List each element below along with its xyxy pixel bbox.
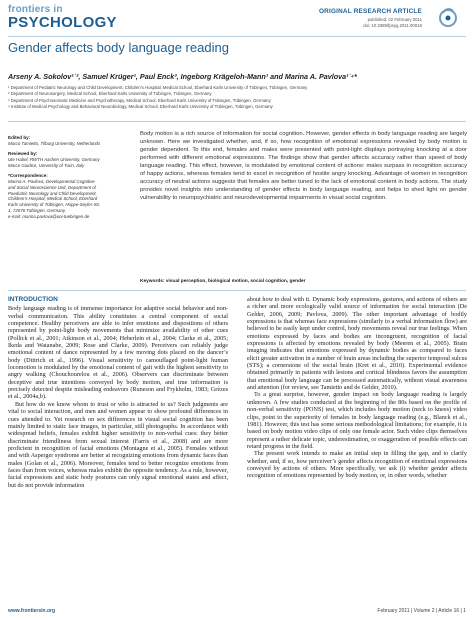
editorial-sidebar (8, 135, 102, 220)
paragraph: The present work intends to make an initial step in filling the gap, and to clarify whether, and, if so, how perceiver’s gender affects recognition of emotional expressions conveyed by actions of others. More specifically, we ask (i) whether gender affects recognition of emotions represented by body motion, or, in other words, whether (247, 450, 467, 480)
keywords (140, 279, 467, 284)
reviewed-by: Ute Habel, RWTH Aachen University, Germany Marco Giudice, University of Turin, Italy (8, 156, 100, 168)
edited-by-label: Edited by: (8, 135, 31, 140)
reviewed-by-label: Reviewed by: (8, 150, 38, 156)
keywords-list: visual perception, biological motion, social cognition, gender (165, 279, 306, 284)
section-heading-introduction: INTRODUCTION (8, 296, 58, 303)
publication-info (363, 17, 422, 28)
journal-logo (8, 5, 118, 35)
paragraph: Body language reading is of immense importance for adaptive social behavior and non-verbal communication. This ability constitutes a central component of social competence. Healthy perceivers are able to infer emotions and dispositions of others represented by point-light body movements that minimize availability of other cues (Pollick et al., 2001; Atkinson et al., 2004; Heberlein et al., 2004; Clarke et al., 2005; Ikeda and Watanabe, 2009; Rose and Clarke, 2009). Perceivers can reliably judge emotional content of dance represented by a few moving dots placed on the dancer’s body (Dittrich et al., 1996). Visual sensitivity to camouflaged point-light human locomotion is modulated by the emotional content of gait with the highest sensitivity to angry walking (Chouchourelou et al., 2006). Observers can discriminate between deceptive and true intentions conveyed by body motion, and true information is precisely detected despite misleading endeavors (Runeson and Frykholm, 1983; Grèzes et al., 2004a,b). (8, 305, 228, 401)
article-type: ORIGINAL RESEARCH ARTICLE (319, 8, 422, 15)
affiliation-3: ³ Department of Psychosomatic Medicine and Psychotherapy, Medical School, Eberhard Karls University of Tübingen, Tübingen, Germany (8, 97, 271, 103)
logo-top-text: frontiers in (8, 4, 63, 15)
abstract: Body motion is a rich source of information for social cognition. However, gender effects in body language reading are largely unknown. Here we investigated whether, and, if so, how recognition of emotional expressions revealed by body motion is gender dependent. To this end, females and males were presented with point-light displays portraying knocking at a door performed with different emotional expressions. The findings show that gender affects accuracy rather than speed of body language reading. This effect, however, is modulated by emotional content of actions: males surpass in recognition accuracy of happy actions, whereas females tend to excel in recognition of hostile angry knocking. Advantage of women in recognition accuracy of neutral actions suggests that females are better tuned to the lack of emotional content in body actions. The study provides novel insights into understanding of gender effects in body language reading, and helps to shed light on gender vulnerability to neuropsychiatric and neurodevelopmental impairments in visual social cognition. (140, 131, 467, 201)
journal-url[interactable]: www.frontiersin.org (8, 608, 56, 614)
keywords-label: Keywords: (140, 279, 165, 284)
paragraph: But how do we know whom to trust or who is attracted to us? Such judgments are vital to social interaction, and men and women appear to show profound differences in cues attended to. Yet research on sex differences in visual social cognition has been mainly limited to static face images, in particular, still photographs. In accordance with widespread beliefs, females exhibit higher sensitivity to non-verbal cues: they better discriminate friendliness from sexual interest (Farris et al., 2008) and are more proficient in recognition of facial emotions (Montagne et al., 2005). Females without and with Asperger syndrome are better at recognizing emotions from dynamic faces than males (Golan et al., 2006). Moreover, females tend to better recognize emotions from faces than from voices, whereas males exhibit the opposite tendency. As a rule, however, facial expressions and static body postures can only signal emotional states and affect, but do not provide information (8, 400, 228, 489)
paragraph: To a great surprise, however, gender impact on body language reading is largely unknown. A few studies conducted at the beginning of the 80s based on the profile of non-verbal sensitivity (PONS) test, which includes body motion (neck to knees) video clips, point to the superiority of females in body language reading (e.g., Blanck et al., 1981). However, this test has some serious methodological limitations; for example, it is based on body motion video clips of only one female actor. Such video clips themselves represent a rather delicate topic, underestimation, or exaggeration of possible effects can retard progress in the field. (247, 391, 467, 450)
open-access-icon (434, 6, 462, 28)
logo-bottom-text: PSYCHOLOGY (8, 14, 117, 31)
abstract-divider (8, 290, 466, 291)
edited-by: Marco Tamietto, Tilburg University, Netherlands (8, 141, 101, 146)
issue-info: February 2011 | Volume 2 | Article 16 | 1 (377, 608, 466, 614)
affiliations (8, 85, 466, 110)
correspondence-email[interactable]: e-mail: marina.pavlova@uni-tuebingen.de (8, 214, 90, 220)
body-column-right (247, 296, 467, 480)
correspondence: Marina A. Pavlova, Developmental Cognitive and Social Neuroscience Unit, Department of Paediatric Neurology and Child Development, Children’s Hospital, Medical School, Eberhard Karls University of Tübingen, Hoppe-Seyler-Str. 1, 72076 Tübingen, Germany. (8, 178, 101, 214)
body-column-left (8, 296, 228, 489)
affiliation-1: ¹ Department of Pediatric Neurology and Child Development, Children’s Hospital, Medical School, Eberhard Karls University of Tübingen, Tübingen, Germany (8, 85, 308, 90)
doi: doi: 10.3389/fpsyg.2011.00016 (363, 22, 422, 28)
paragraph: about how to deal with it. Dynamic body expressions, gestures, and actions of others are a richer and more ecologically valid source of information for social interaction (De Gelder, 2006, 2009; Pavlova, 2009). The other important advantage of bodily expressions is that whereas face expressions (similarly to a verbal information flow) are believed to be easily kept under control, body movements reveal our true feelings. When emotions expressed by faces and bodies are incongruent, recognition of facial expressions is affected by emotions revealed by body (Meeren et al., 2005). Brain imaging indicates that emotions expressed by dynamic bodies as compared to faces elicit greater activation in a number of brain areas including the superior temporal sulcus (STS); a cornerstone of the social brain (Kret et al., 2010). Experimental evidence obtained primarily in patients with lesions and cortical blindness favors the assumption that emotional body language can be processed automatically, without visual awareness and attention (for review, see Tamietto and de Gelder, 2010). (247, 296, 467, 392)
header-divider (8, 36, 466, 37)
affiliation-2: ² Department of Neurosurgery, Medical School, Eberhard Karls University of Tübingen, Tübingen, Germany (8, 91, 212, 97)
paper-title: Gender affects body language reading (8, 40, 229, 55)
journal-header (0, 0, 474, 38)
affiliation-4: ⁴ Institute of Medical Psychology and Behavioral Neurobiology, Medical School, Eberhard Karls University of Tübingen, Tübingen, Germany (8, 103, 273, 109)
author-list: Arseny A. Sokolov¹ˈ², Samuel Krüger¹, Paul Enck³, Ingeborg Krägeloh-Mann¹ and Marina A. Pavlova¹ˈ⁴* (8, 72, 357, 81)
correspondence-label: *Correspondence: (8, 172, 48, 178)
published-date: published: 02 February 2011 (367, 17, 422, 22)
affiliation-divider (8, 121, 466, 122)
